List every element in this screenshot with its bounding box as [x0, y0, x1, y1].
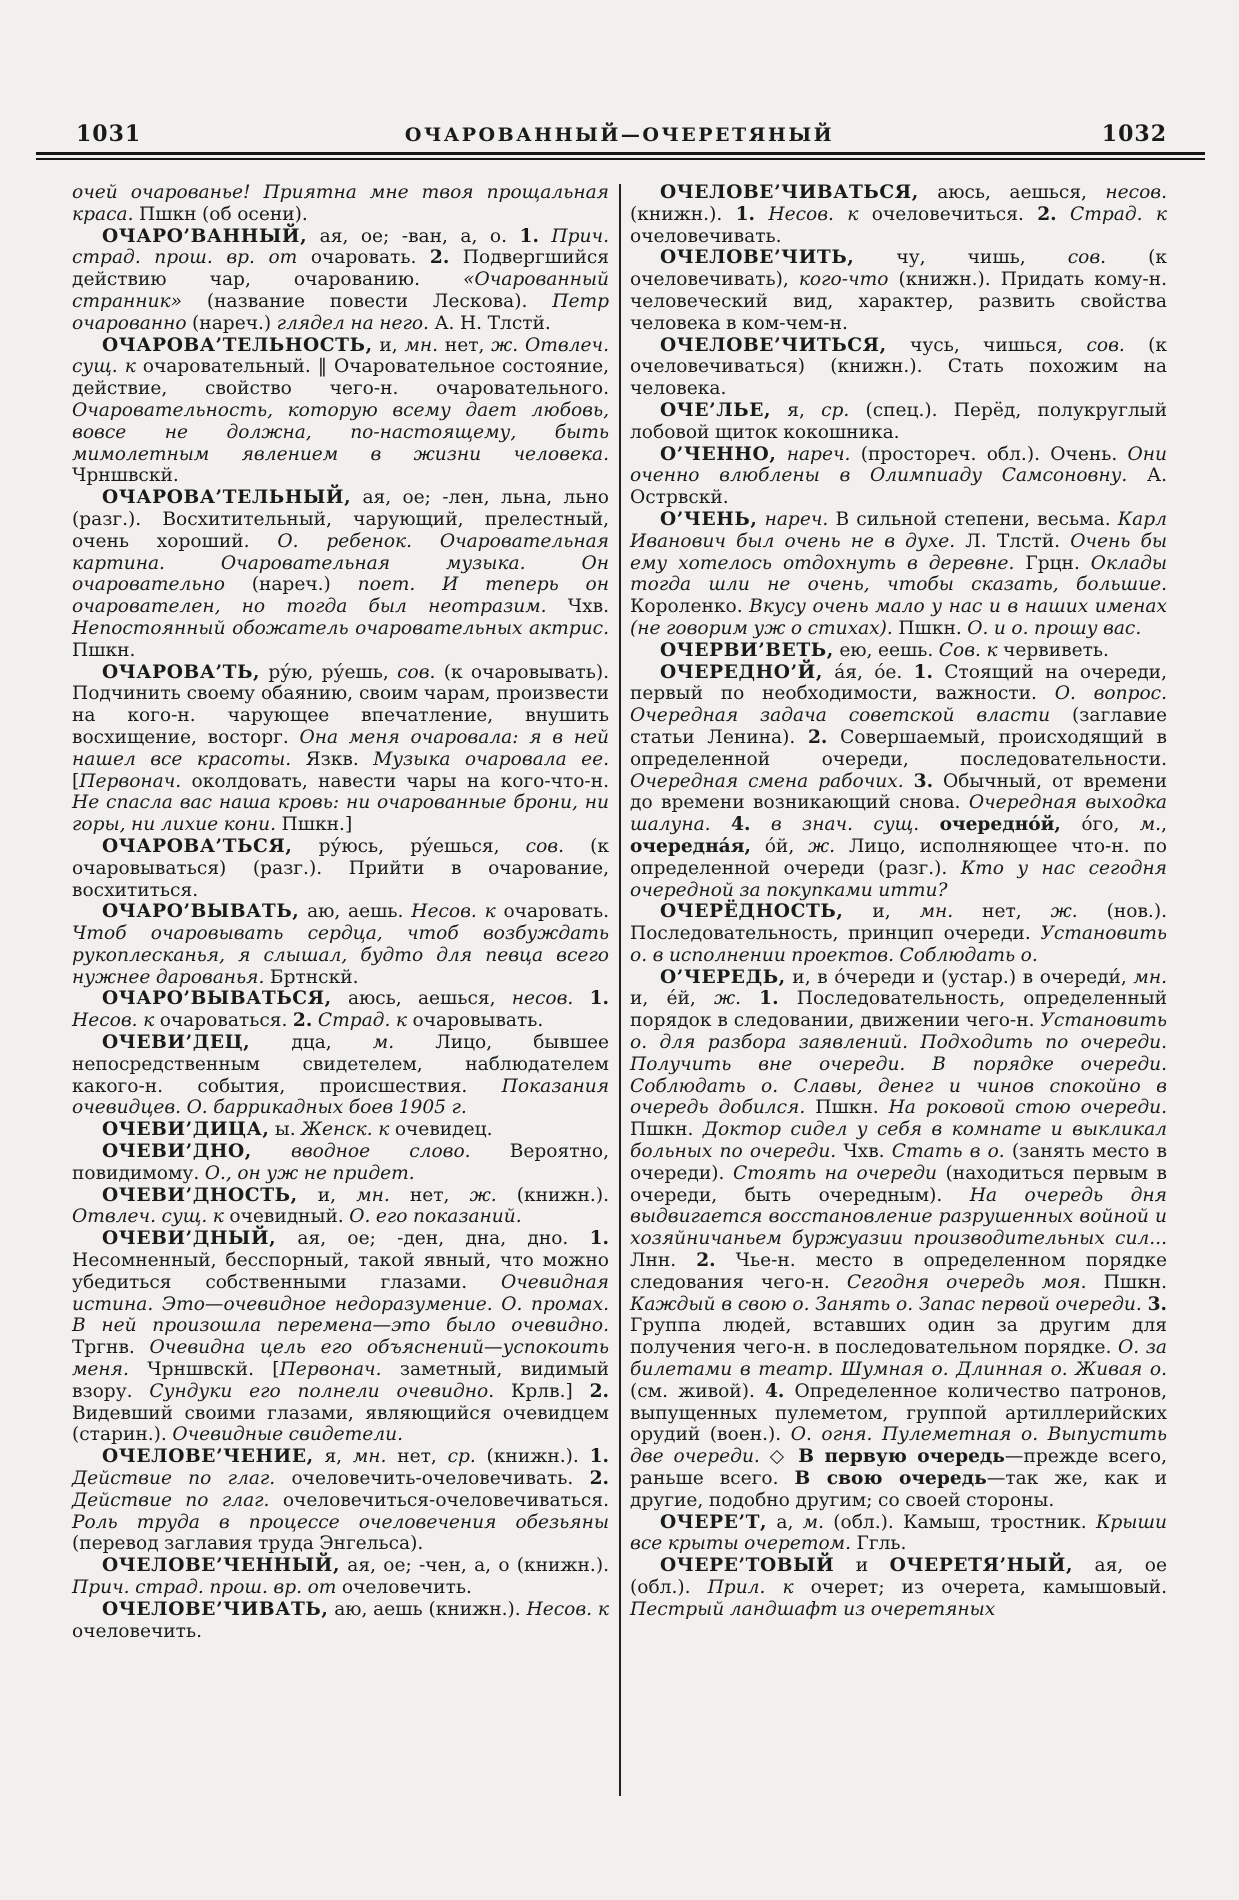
text-segment: сов. [525, 835, 564, 857]
headword: ОЧЕВИ’ДНОСТЬ, [102, 1184, 298, 1206]
text-segment [711, 814, 731, 835]
text-segment: очеловечиться-очеловечиваться. [269, 1489, 609, 1511]
text-segment: Установить о. в исполнении проектов. Соблюдать о. [630, 923, 1167, 966]
text-segment: О. его показаний. [349, 1206, 522, 1228]
text-segment: Несов. к [411, 901, 496, 923]
text-segment: Очередная выходка шалуна. [630, 792, 1167, 836]
text-segment: мн. [404, 334, 439, 356]
text-segment: (нареч.) [186, 312, 277, 334]
dictionary-entry [630, 444, 1167, 509]
text-segment: Пшкн. [1086, 1271, 1168, 1293]
text-segment: Она меня очаровала: я в ней нашел все красоты. [72, 726, 609, 770]
text-segment: сов. [1067, 247, 1107, 269]
text-segment: 1. [589, 1228, 609, 1250]
headword: ОЧЕРЕДНО’Й, [660, 661, 823, 683]
text-segment: Карл Иванович был очень не в духе. [630, 508, 1167, 552]
text-segment: заметный, видимый взору. [72, 1359, 609, 1402]
text-segment: нареч. [786, 443, 851, 465]
text-segment: мн. [352, 1446, 387, 1468]
headword: ОЧАРО’ВАННЫЙ, [102, 225, 308, 247]
dictionary-entry [72, 1555, 609, 1599]
text-segment: очаровывать. [407, 1010, 544, 1032]
text-segment: Сундуки его полнели очевидно. [149, 1380, 495, 1402]
text-segment: (нареч.) [224, 574, 358, 596]
dictionary-entry [630, 662, 1167, 902]
text-segment: ж. Отвлеч. сущ. к [72, 334, 609, 378]
text-segment: очароваться. [154, 1010, 293, 1032]
text-segment: Страд. к [1056, 203, 1167, 225]
text-segment: ж. [469, 1184, 497, 1206]
text-segment: Последовательность, определенный порядок в следовании, движении чего-н. [630, 988, 1168, 1032]
text-segment: Стоящий на очереди, первый по необходимости, важности. [630, 661, 1167, 705]
text-segment: Чтоб очаровывать сердца, чтоб возбуждать рукоплесканья, я слышал, будто для певца всего нужнее дарованья. [72, 923, 609, 988]
headword: ОЧЕРЕ’Т, [660, 1511, 768, 1533]
text-segment: Лнн. [630, 1250, 697, 1272]
text-segment [757, 509, 764, 530]
text-segment: Сов. к [938, 639, 998, 661]
dictionary-entry [630, 1555, 1167, 1620]
text-segment: 1. [735, 203, 756, 225]
text-segment: В первую очередь [798, 1446, 1005, 1468]
dictionary-entry [72, 1119, 609, 1141]
text-segment: нет, [386, 1446, 448, 1468]
dictionary-entry [630, 509, 1167, 640]
text-segment: 1. [589, 1446, 609, 1468]
text-segment: Пшкн. [892, 617, 968, 639]
headword: ОЧЕВИ’ДНО, [102, 1141, 252, 1163]
text-segment: Чье-н. место в определенном порядке следования чего-н. [630, 1250, 1167, 1293]
text-segment: несов. [1105, 182, 1167, 203]
dictionary-entry [630, 1512, 1167, 1556]
text-segment: О. ребенок. Очаровательная картина. Очаровательная музыка. Он очаровательно [72, 530, 609, 596]
text-segment: нареч. [764, 508, 829, 530]
text-segment: 4. [764, 1380, 785, 1402]
text-segment: ая, ое; -ван, а, о. [307, 225, 520, 247]
text-segment: Сегодня очередь моя. [846, 1271, 1087, 1293]
text-segment: Несов. к [72, 1010, 155, 1032]
text-segment: а, [767, 1511, 803, 1533]
text-segment: мн. [356, 1184, 390, 1206]
text-segment: сов. [397, 661, 436, 683]
dictionary-entry [72, 988, 609, 1032]
headword: ОЧЕРЕ’ТОВЫЙ [660, 1555, 835, 1577]
text-segment: очаровать. [297, 247, 430, 269]
text-segment: Не спасла вас наша кровь: ни очарованные брони, ни горы, ни лихие кони. [72, 792, 609, 836]
text-segment: и, е́й, [630, 988, 714, 1010]
text-segment: очевидный. [223, 1206, 350, 1228]
header-double-rule [36, 152, 1205, 160]
dictionary-entry [72, 662, 609, 836]
text-segment: Оклады тогда шли не очень, чтобы сказать, большие. [630, 552, 1167, 596]
text-segment: о́й, [750, 835, 809, 857]
text-segment: дца, [250, 1032, 373, 1054]
text-segment: Л. Тлстй. [955, 530, 1071, 552]
text-segment: (книжн.). [475, 1446, 590, 1468]
text-segment: (простореч. обл.). Очень. [850, 443, 1128, 465]
text-segment: (название повести Лескова). [181, 290, 553, 312]
headword: ОЧЕ’ЛЬЕ, [660, 399, 772, 421]
text-segment [776, 444, 786, 465]
text-segment: ср. [447, 1446, 476, 1468]
text-segment: я, [771, 399, 822, 421]
dictionary-entry [72, 1185, 609, 1229]
text-segment: 1. [589, 988, 609, 1010]
text-segment: очеловечить. [336, 1577, 472, 1598]
text-segment: 2. [696, 1250, 716, 1272]
text-segment: Каждый в свою о. Занять о. Запас первой очереди. [630, 1293, 1142, 1315]
text-segment: «Очарованный странник» [72, 269, 609, 312]
dictionary-entry [630, 400, 1167, 444]
text-segment: глядел на него. [276, 312, 429, 334]
text-segment [919, 814, 939, 835]
text-segment: О. и о. прошу вас. [967, 617, 1142, 639]
text-segment: Они оченно влюблены в Олимпиаду Самсоновну. [630, 443, 1167, 487]
headword: ОЧЕРЁДНОСТЬ, [660, 901, 844, 923]
headword: ОЧАРОВА’ТЬСЯ, [102, 835, 293, 857]
text-segment: ею, еешь. [833, 639, 939, 661]
text-segment: Несов. к [526, 1598, 609, 1620]
headword: ОЧАРО’ВЫВАТЬ, [102, 901, 300, 923]
text-segment: 1. [913, 661, 934, 683]
text-segment: Очевидные свидетели. [172, 1424, 403, 1446]
text-segment: мн. [1133, 966, 1167, 988]
text-segment: очеловечить-очеловечивать. [275, 1468, 590, 1490]
text-segment: Прил. к [707, 1577, 794, 1598]
text-segment: Стоять на очереди [732, 1162, 937, 1184]
headword: О’ЧЕРЕДЬ, [660, 966, 786, 988]
text-segment: Пшкн. [805, 1097, 889, 1119]
text-segment: 1. [759, 988, 779, 1010]
text-segment: очередно́й, [939, 814, 1061, 836]
text-segment: 2. [807, 726, 828, 748]
dictionary-entry [630, 640, 1167, 662]
text-segment: Пшкн. [630, 1119, 703, 1141]
text-segment: Тргнв. [72, 1337, 150, 1359]
text-segment: Определенное количество патронов, выпущенных пулеметом, группой артиллерийских орудий (воен.). [630, 1380, 1167, 1446]
text-segment: нет, [438, 334, 492, 356]
text-segment: (к очеловечиваться) (книжн.). Стать похожим на человека. [630, 334, 1167, 400]
text-segment: ср. [821, 399, 850, 421]
text-segment: Прич. страд. прош. вр. от [72, 225, 609, 269]
text-segment: Петр очарованно [72, 290, 609, 334]
text-segment: О. вопрос. Очередная задача советской власти [630, 683, 1168, 727]
text-segment: Лицо, бывшее непосредственным свидетелем, наблюдателем какого-н. события, происшествия. [72, 1032, 609, 1097]
text-segment: (к очаровывать). Подчинить своему обаянию, своим чарам, произвести на кого-н. чарующее впечатление, внушить восхищение, восторг. [72, 661, 609, 748]
text-segment: ру́юсь, ру́ешься, [292, 835, 526, 857]
text-segment: ая, ое; -ден, дна, дно. [276, 1228, 590, 1250]
text-segment: Пестрый ландшафт из очеретяных [630, 1598, 996, 1620]
text-segment: Пшкн (об осени). [133, 203, 308, 225]
text-segment: 2. [589, 1380, 609, 1402]
text-segment: Очередная смена рабочих. [630, 770, 904, 792]
text-segment: Прич. страд. прош. вр. от [72, 1577, 337, 1598]
text-segment: В свою очередь [794, 1468, 987, 1490]
text-segment: Несомненный, бесспорный, такой явный, что можно убедиться собственными глазами. [72, 1250, 609, 1293]
text-segment: (нов.). Последовательность, принцип очереди. [630, 901, 1167, 945]
text-segment: очаровать. [495, 901, 609, 923]
headword: ОЧЕЛОВЕ’ЧИТЬ, [660, 247, 855, 269]
text-segment: [ [72, 770, 80, 792]
text-segment: (находиться первым в очереди, быть очередным). [630, 1162, 1167, 1206]
text-segment [741, 988, 759, 1009]
text-segment: очеловечиться. [858, 203, 1038, 225]
text-segment: Крлв.] [494, 1380, 590, 1402]
text-segment: (спец.). Перёд, полукруглый лобовой щиток кокошника. [630, 399, 1167, 443]
text-segment: Чрншвскй. [ [128, 1359, 280, 1381]
text-segment: Первонач. [279, 1359, 382, 1381]
dictionary-entry [630, 247, 1167, 334]
text-segment: аю, аешь (книжн.). [328, 1598, 527, 1620]
dictionary-entry [630, 901, 1167, 966]
text-segment: На роковой стою очереди. [888, 1097, 1167, 1119]
text-segment: аюсь, аешься, [918, 182, 1106, 203]
text-segment: м. [372, 1032, 395, 1054]
headword: ОЧАРО’ВЫВАТЬСЯ, [102, 988, 332, 1010]
text-segment: Роль труда в процессе очеловечения обезьяны [72, 1511, 609, 1533]
text-segment: Очень бы ему хотелось отдохнуть в деревне. [630, 530, 1167, 574]
text-segment: Пшкн. [72, 639, 136, 661]
text-segment: о́го, [1060, 814, 1140, 836]
text-segment: Вкусу очень мало у нас и в наших именах (не говорим уж о стихах). [630, 596, 1167, 639]
text-segment: 3. [1147, 1293, 1167, 1315]
dictionary-entry [630, 967, 1167, 1512]
text-segment: очей очарованье! Приятна мне твоя прощальная краса. [72, 182, 609, 225]
text-segment: ◇ [759, 1446, 799, 1468]
text-segment: Бртнскй. [264, 966, 359, 988]
text-segment: Доктор сидел у себя в комнате и выкликал больных по очереди. [630, 1119, 1167, 1163]
text-segment: (книжн.). [630, 203, 736, 225]
right-column [630, 182, 1167, 1642]
headword: О’ЧЕНЬ, [660, 508, 758, 530]
dictionary-entry [72, 901, 609, 988]
text-segment: , [1161, 814, 1168, 836]
text-segment [573, 988, 589, 1009]
dictionary-entry [72, 1032, 609, 1119]
dictionary-entry [630, 182, 1167, 247]
text-segment: —прежде всего, раньше всего. [630, 1446, 1167, 1490]
text-segment: мн. [919, 901, 954, 923]
text-segment: Действие по глаг. [72, 1489, 270, 1511]
text-segment: ж. [808, 835, 836, 857]
headword: ОЧАРОВА’ТЬ, [102, 661, 261, 683]
text-segment: На очередь дня выдвигается восстановление разрушенных войной и хозяйничаньем буржуазии производительных сил... [630, 1184, 1167, 1250]
text-segment: 2. [589, 1468, 609, 1490]
text-segment: Несов. к [755, 203, 859, 225]
text-segment: чу, чишь, [854, 247, 1068, 269]
text-segment: Грцн. [1014, 552, 1091, 574]
text-segment: (обл.). Камыш, тростник. [823, 1511, 1096, 1533]
text-segment: сов. [1086, 334, 1125, 356]
text-segment: А. Острвскй. [630, 465, 1167, 509]
text-segment: Очевидная истина. Это—очевидное недоразумение. О. промах. В ней произошла перемена—это было очевидно. [72, 1271, 609, 1337]
dictionary-entry [72, 226, 609, 335]
text-segment: очередна́я, [630, 835, 751, 857]
text-segment: (к очеловечивать), [630, 247, 1168, 291]
dictionary-entry [72, 182, 609, 226]
text-segment: Женск. к [301, 1119, 390, 1141]
text-segment: Чхв. [836, 1141, 892, 1163]
text-segment: чусь, чишься, [886, 334, 1087, 356]
text-segment: 4. [731, 814, 751, 836]
headword: ОЧЕЛОВЕ’ЧИТЬСЯ, [660, 334, 887, 356]
headword: ОЧЕЛОВЕ’ЧИВАТЬ, [102, 1598, 329, 1620]
text-segment: 3. [913, 770, 934, 792]
text-segment: очеловечить. [72, 1620, 202, 1642]
dictionary-entry [72, 335, 609, 488]
text-segment: Очаровательность, которую всему дает любовь, вовсе не должна, по-настоящему, быть мимолетным явлением в жизни человека. [72, 399, 609, 465]
text-segment: Подвергшийся действию чар, очарованию. [72, 247, 609, 291]
text-segment: Язкв. [291, 748, 374, 770]
text-segment: поет. И теперь он очарователен, но тогда был неотразим. [72, 574, 609, 618]
headword: ОЧЕЛОВЕ’ЧЕНИЕ, [102, 1446, 314, 1468]
text-segment: 2. [292, 1010, 313, 1032]
text-segment: я, [313, 1446, 353, 1468]
text-segment: и [834, 1555, 890, 1577]
headword: О’ЧЕННО, [660, 443, 777, 465]
text-segment: Совершаемый, происходящий в определенной очереди, последовательности. [630, 726, 1167, 770]
text-segment: очаровательный. ‖ Очаровательное состояние, действие, свойство чего-н. очаровательного. [72, 356, 609, 400]
text-segment [904, 771, 914, 792]
text-segment: О., он уж не придет. [204, 1162, 415, 1184]
text-segment: ж. [1050, 901, 1078, 923]
dictionary-entry [72, 487, 609, 661]
text-segment: Первонач. [79, 770, 182, 792]
text-segment: Пшкн.] [276, 814, 353, 836]
text-segment: Вероятно, повидимому. [72, 1141, 609, 1184]
text-segment: А. Н. Тлстй. [428, 312, 551, 334]
text-segment: нет, [953, 901, 1051, 923]
text-segment: и, [372, 334, 405, 356]
text-segment: ж. [713, 988, 741, 1010]
text-segment: Видевший своими глазами, являющийся очевидцем (старин.). [72, 1402, 609, 1446]
text-segment: Отвлеч. сущ. к [72, 1206, 224, 1228]
text-segment: вводное слово. [291, 1141, 471, 1163]
text-segment: и, в о́череди и (устар.) в очереди́, [785, 966, 1134, 988]
text-segment: Кто у нас сегодня очередной за покупками итти? [630, 857, 1167, 901]
text-columns [72, 182, 1167, 1642]
dictionary-entry [72, 1141, 609, 1185]
text-segment: Чхв. [546, 596, 609, 618]
text-segment: Музыка очаровала ее. [373, 748, 610, 770]
dictionary-entry [72, 836, 609, 901]
text-segment: очерет; из очерета, камышовый. [793, 1577, 1167, 1598]
text-segment: Ггль. [851, 1533, 907, 1555]
headword: ОЧЕВИ’ДЕЦ, [102, 1032, 251, 1054]
text-segment: Обычный, от времени до времени возникающий снова. [630, 770, 1167, 814]
text-segment: Короленко. [630, 596, 750, 618]
page-number-right: 1032 [1101, 121, 1167, 147]
text-segment: нет, [389, 1184, 470, 1206]
text-segment: несов. [511, 988, 574, 1010]
dictionary-entry [630, 335, 1167, 400]
text-segment: (к очаровываться) (разг.). Прийти в очарование, восхититься. [72, 835, 609, 901]
text-segment: 2. [1037, 203, 1057, 225]
text-segment: 2. [429, 247, 450, 269]
text-segment: Очевидна цель его объяснений—успокоить меня. [72, 1337, 610, 1381]
text-segment: аю, аешь. [299, 901, 412, 923]
text-segment: Действие по глаг. [72, 1468, 276, 1490]
headword: ОЧАРОВА’ТЕЛЬНОСТЬ, [102, 334, 373, 356]
text-segment: Установить о. для разбора заявлений. Подходить по очереди. Получить вне очереди. В порядке очереди. Соблюдать о. Славы, денег и чинов спокойно в очередь добился. [630, 1010, 1167, 1119]
text-segment: Непостоянный обожатель очаровательных актрис. [72, 617, 609, 639]
text-segment: и, [297, 1184, 357, 1206]
text-segment: м. [1139, 814, 1162, 836]
text-segment: аюсь, аешься, [331, 988, 512, 1010]
dictionary-entry [72, 1599, 609, 1643]
headword: ОЧЕРЕТЯ’НЫЙ, [889, 1555, 1074, 1577]
text-segment [252, 1141, 291, 1162]
text-segment: 1. [519, 225, 539, 247]
text-segment: О. за билетами в театр. Шумная о. Длинная о. Живая о. [630, 1337, 1167, 1381]
text-segment: ы. [269, 1119, 302, 1141]
page-header [0, 121, 1239, 151]
text-segment: Стать в о. [891, 1141, 1005, 1163]
text-segment: Чрншвскй. [72, 465, 179, 487]
text-segment: О. огня. Пулеметная о. Выпустить две очереди. [630, 1424, 1167, 1468]
headword: ОЧЕВИ’ДИЦА, [102, 1119, 270, 1141]
headword: ОЧЕВИ’ДНЫЙ, [102, 1228, 277, 1250]
dictionary-entry [72, 1446, 609, 1555]
text-segment: ру́ю, ру́ешь, [260, 661, 398, 683]
text-segment: Группа людей, вставших один за другим для получения чего-н. в последовательном порядке. [630, 1315, 1167, 1359]
page-number-left: 1031 [76, 121, 142, 147]
text-segment: (перевод заглавия труда Энгельса). [72, 1533, 424, 1555]
dictionary-entry [72, 1228, 609, 1446]
text-segment: Лицо, исполняющее что-н. по определенной очереди (разг.). [630, 835, 1167, 879]
text-segment: (см. живой). [630, 1380, 765, 1402]
text-segment: Показания очевидцев. О. баррикадных боев 1905 г. [72, 1075, 609, 1119]
text-segment: (книжн.). Придать кому-н. человеческий вид, характер, развить свойства человека в ком-чем-н. [630, 269, 1167, 334]
text-segment: очеловечивать. [630, 225, 782, 247]
text-segment: ая, ое (обл.). [630, 1555, 1167, 1598]
text-segment: м. [802, 1511, 824, 1533]
text-segment: —так же, как и другие, подобно другим; со своей стороны. [630, 1468, 1168, 1511]
headword: ОЧЕЛОВЕ’ЧЕННЫЙ, [102, 1555, 341, 1577]
text-segment: в знач. сущ. [750, 814, 920, 836]
text-segment: кого-что [798, 269, 889, 291]
text-segment: Крыши все крыты очеретом. [630, 1511, 1167, 1555]
running-title: ОЧАРОВАННЫЙ—ОЧЕРЕТЯНЫЙ [404, 124, 835, 146]
left-column [72, 182, 609, 1642]
text-segment: и, [843, 901, 920, 923]
headword: ОЧЕРВИ’ВЕТЬ, [660, 639, 834, 661]
text-segment: ая, ое; -чен, а, о (книжн.). [340, 1555, 609, 1577]
text-segment: В сильной степени, весьма. [828, 508, 1118, 530]
text-segment: червиветь. [997, 639, 1109, 661]
text-segment: а́я, о́е. [822, 661, 914, 683]
text-segment: Страд. к [312, 1010, 407, 1032]
text-segment: очевидец. [389, 1119, 493, 1141]
headword: ОЧЕЛОВЕ’ЧИВАТЬСЯ, [660, 182, 919, 203]
text-segment: околдовать, навести чары на кого-что-н. [181, 770, 609, 792]
text-segment: (заглавие статьи Ленина). [630, 705, 1167, 748]
headword: ОЧАРОВА’ТЕЛЬНЫЙ, [102, 487, 352, 509]
text-segment: (занять место в очереди). [630, 1141, 1167, 1184]
text-segment: ая, ое; -лен, льна, льно (разг.). Восхитительный, чарующий, прелестный, очень хороший. [72, 487, 609, 552]
text-segment: (книжн.). [496, 1184, 609, 1206]
